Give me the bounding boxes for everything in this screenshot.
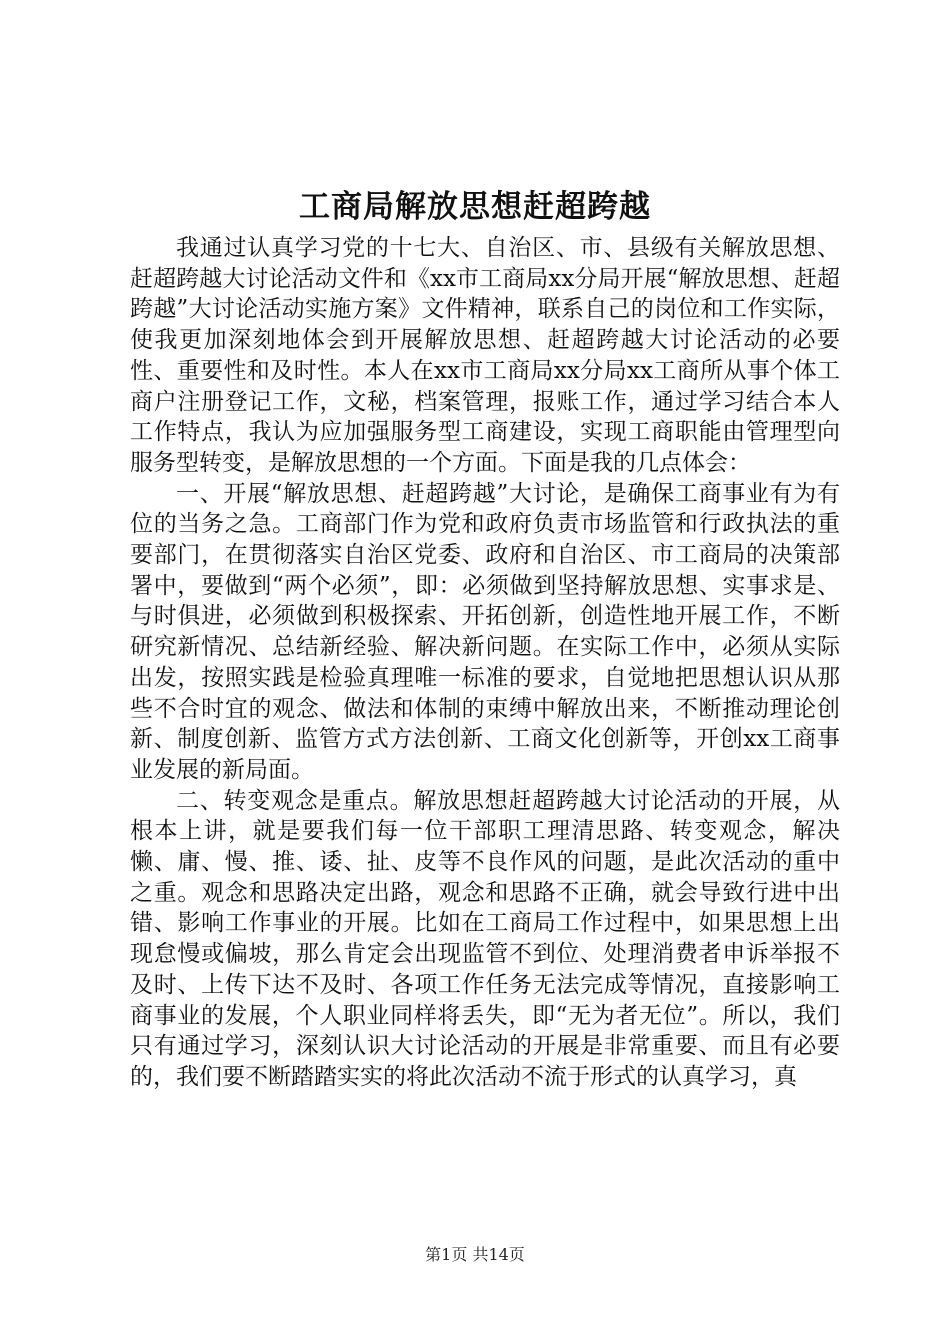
page-number-footer: 第1页 共14页 [425,1245,525,1264]
paragraph-section-one: 一、开展“解放思想、赶超跨越”大讨论，是确保工商事业有为有位的当务之急。工商部门作为党和政府负责市场监管和行政执法的重要部门，在贯彻落实自治区党委、政府和自治区、市工商局的决策部署中，要做到“两个必须”，即：必须做到坚持解放思想、实事求是、与时俱进，必须做到积极探索、开拓创新，创造性地开展工作，不断研究新情况、总结新经验、解决新问题。在实际工作中，必须从实际出发，按照实践是检验真理唯一标准的要求，自觉地把思想认识从那些不合时宜的观念、做法和体制的束缚中解放出来，不断推动理论创新、制度创新、监管方式方法创新、工商文化创新等，开创xx工商事业发展的新局面。 [130,480,840,783]
document-body [130,233,840,1093]
document-title: 工商局解放思想赶超跨越 [299,189,651,225]
paragraph-section-two: 二、转变观念是重点。解放思想赶超跨越大讨论活动的开展，从根本上讲，就是要我们每一位干部职工理清思路、转变观念，解决懒、庸、慢、推、诿、扯、皮等不良作风的问题，是此次活动的重中之重。观念和思路决定出路，观念和思路不正确，就会导致行进中出错、影响工作事业的开展。比如在工商局工作过程中，如果思想上出现怠慢或偏坡，那么肯定会出现监管不到位、处理消费者申诉举报不及时、上传下达不及时、各项工作任务无法完成等情况，直接影响工商事业的发展，个人职业同样将丢失，即“无为者无位”。所以，我们只有通过学习，深刻认识大讨论活动的开展是非常重要、而且有必要的，我们要不断踏踏实实的将此次活动不流于形式的认真学习，真 [130,787,840,1090]
paragraph-intro: 我通过认真学习党的十七大、自治区、市、县级有关解放思想、赶超跨越大讨论活动文件和《xx市工商局xx分局开展“解放思想、赶超跨越”大讨论活动实施方案》文件精神，联系自己的岗位和工作实际，使我更加深刻地体会到开展解放思想、赶超跨越大讨论活动的必要性、重要性和及时性。本人在xx市工商局xx分局xx工商所从事个体工商户注册登记工作，文秘，档案管理，报账工作，通过学习结合本人工作特点，我认为应加强服务型工商建设，实现工商职能由管理型向服务型转变，是解放思想的一个方面。下面是我的几点体会： [130,235,840,476]
